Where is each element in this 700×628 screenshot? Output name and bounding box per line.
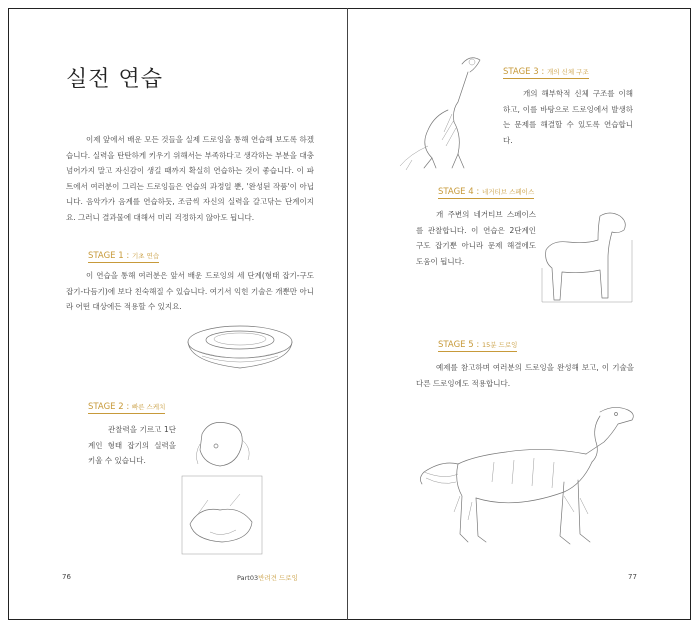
stage3-label: STAGE 3 : — [503, 67, 545, 77]
stage1-sub: 기초 연습 — [131, 252, 160, 260]
stage4-heading — [438, 187, 534, 199]
stage5-heading — [438, 340, 517, 352]
stage4-label: STAGE 4 : — [438, 187, 480, 197]
stage2-sub: 빠른 스케치 — [131, 403, 166, 411]
stage5-sub: 15분 드로잉 — [481, 341, 518, 349]
quick-sketch-drawing — [180, 414, 275, 559]
negative-space-sketch — [538, 210, 636, 305]
stage5-text: 예제를 참고하며 여러분의 드로잉을 완성해 보고, 이 기술을 다른 드로잉에도 적용합니다. — [416, 363, 634, 388]
page-title: 실전 연습 — [66, 67, 164, 92]
setter-dog-drawing — [414, 402, 638, 554]
dog-skeleton-sketch — [392, 50, 502, 175]
stage1-label: STAGE 1 : — [88, 251, 130, 261]
footer-title: 반려견 드로잉 — [258, 574, 298, 582]
stage3-sub: 개의 신체 구조 — [546, 68, 589, 76]
stage5-label: STAGE 5 : — [438, 340, 480, 350]
stage1-heading — [88, 251, 159, 263]
stage3-heading — [503, 67, 589, 79]
stage3-text: 개의 해부학적 신체 구조를 이해하고, 이를 바탕으로 드로잉에서 발생하는 문제를 해결할 수 있도록 연습합니다. — [503, 89, 633, 145]
stage2-label: STAGE 2 : — [88, 402, 130, 412]
stage4-text: 개 주변의 네거티브 스페이스를 관찰합니다. 이 연습은 2단계인 구도 잡기뿐 아니라 문제 해결에도 도움이 됩니다. — [416, 210, 536, 266]
page-number-left: 76 — [62, 573, 71, 581]
running-footer — [237, 573, 298, 582]
stage2-heading — [88, 402, 165, 414]
footer-part: Part03 — [237, 574, 259, 582]
stage2-text: 관찰력을 기르고 1단계인 형태 잡기의 실력을 키울 수 있습니다. — [88, 425, 176, 465]
intro-paragraph: 이제 앞에서 배운 모든 것들을 실제 드로잉을 통해 연습해 보도록 하겠습니다. 실력을 탄탄하게 키우기 위해서는 부족하다고 생각하는 부분을 대충 넘어가지 말고 자신감이 생길 때까지 확실히 연습하는 것이 좋습니다. 이 파트에서 여러분이 그리는 드로잉들은 연습의 과정일 뿐, '완성된 작품'이 아닙니다. 음악가가 음계를 연습하듯, 조금씩 자신의 실력을 갈고닦는 단계이지요. 그러니 결과물에 대해서 미리 걱정하지 않아도 됩니다. — [66, 135, 314, 222]
stage4-sub: 네거티브 스페이스 — [481, 188, 535, 196]
book-spine — [347, 8, 348, 620]
dog-bowl-sketch — [182, 322, 302, 382]
stage1-text: 이 연습을 통해 여러분은 앞서 배운 드로잉의 세 단계(형태 잡기-구도 잡기-다듬기)에 보다 친숙해질 수 있습니다. 여기서 익힌 기술은 개뿐만 아니라 어떤 대상에든 적용할 수 있지요. — [66, 271, 314, 311]
page-number-right: 77 — [628, 573, 637, 581]
